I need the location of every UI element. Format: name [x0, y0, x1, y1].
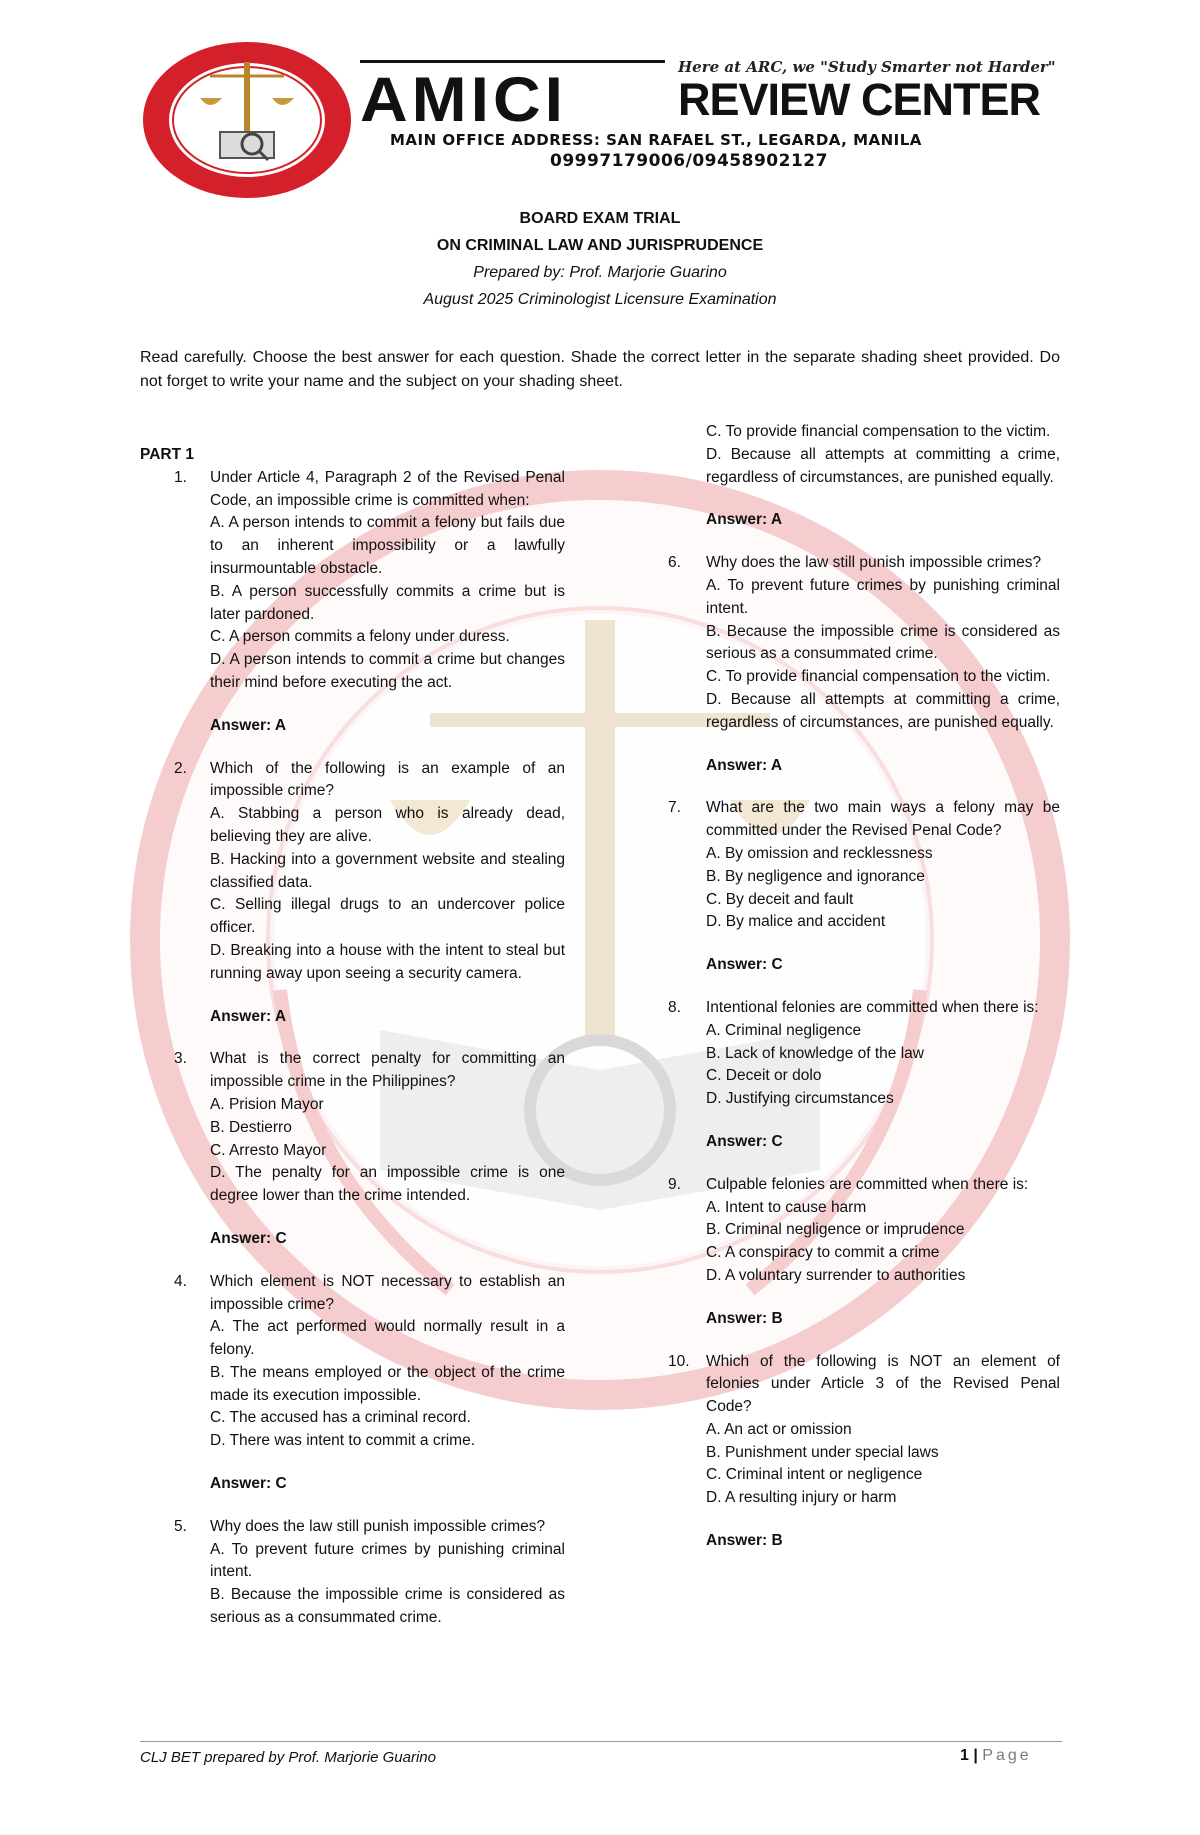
option: B. Punishment under special laws — [706, 1443, 939, 1461]
brand-name: AMICI — [360, 63, 567, 135]
option: B. Destierro — [210, 1118, 292, 1136]
question-text: Intentional felonies are committed when there is: — [706, 998, 1039, 1016]
option: A. Intent to cause harm — [706, 1198, 867, 1216]
option: C. A conspiracy to commit a crime — [706, 1244, 940, 1262]
answer: Answer: C — [706, 1132, 783, 1150]
footer-rule — [140, 1741, 1062, 1742]
page-separator: | — [973, 1747, 978, 1764]
part-title: PART 1 — [140, 446, 194, 463]
answer: Answer: C — [210, 1229, 287, 1247]
question-number: 6. — [668, 554, 681, 572]
answer: Answer: A — [706, 756, 783, 774]
option: C. To provide financial compensation to the victim. — [706, 668, 1051, 686]
option: C. Arresto Mayor — [210, 1141, 327, 1159]
brand-tagline: Here at ARC, we "Study Smarter not Harder" — [678, 58, 1056, 76]
footer-credit: CLJ BET prepared by Prof. Marjorie Guarino — [140, 1749, 436, 1766]
brand-subtitle: REVIEW CENTER — [678, 74, 1041, 125]
question-number: 4. — [174, 1272, 187, 1290]
answer: Answer: B — [706, 1532, 783, 1550]
exam-subject: ON CRIMINAL LAW AND JURISPRUDENCE — [436, 237, 764, 254]
question-1 — [140, 467, 565, 738]
question-9 — [668, 1174, 1060, 1331]
option: D. Justifying circumstances — [706, 1090, 894, 1108]
option: D. Breaking into a house with the intent to steal but running away upon seeing a security camera. — [210, 941, 565, 982]
exam-author: Prepared by: Prof. Marjorie Guarino — [473, 264, 727, 281]
answer: Answer: A — [706, 511, 783, 529]
title-block — [0, 205, 1200, 313]
question-10 — [668, 1351, 1060, 1553]
question-number: 5. — [174, 1517, 187, 1535]
option: B. Because the impossible crime is considered as serious as a consummated crime. — [210, 1586, 565, 1627]
question-text: Which of the following is an example of an impossible crime? — [210, 759, 565, 800]
brand-header — [360, 56, 1060, 176]
office-address: MAIN OFFICE ADDRESS: SAN RAFAEL ST., LEGARDA, MANILA — [390, 131, 922, 149]
question-number: 7. — [668, 799, 681, 817]
instructions: Read carefully. Choose the best answer for each question. Shade the correct letter in the separate shading sheet provided. Do not forget to write your name and the subject on your shading sheet. — [140, 349, 1060, 390]
option: B. Because the impossible crime is considered as serious as a consummated crime. — [706, 622, 1060, 663]
question-text: Why does the law still punish impossible crimes? — [706, 554, 1042, 572]
option: C. By deceit and fault — [706, 890, 854, 908]
phone-numbers: 09997179006/09458902127 — [550, 151, 828, 171]
option: B. Lack of knowledge of the law — [706, 1044, 924, 1062]
option: D. A resulting injury or harm — [706, 1489, 897, 1507]
option: A. Prision Mayor — [210, 1095, 324, 1113]
option: A. To prevent future crimes by punishing criminal intent. — [210, 1540, 565, 1581]
page-label: Page — [982, 1747, 1032, 1764]
answer: Answer: C — [706, 956, 783, 974]
option: C. The accused has a criminal record. — [210, 1409, 471, 1427]
question-6 — [668, 552, 1060, 777]
option: D. By malice and accident — [706, 913, 886, 931]
question-number: 1. — [174, 468, 187, 486]
question-number: 8. — [668, 998, 681, 1016]
question-3 — [140, 1048, 565, 1250]
option: A. To prevent future crimes by punishing criminal intent. — [706, 576, 1060, 617]
question-5-continued — [668, 421, 1060, 532]
amici-seal-logo-icon — [140, 40, 355, 200]
option: C. Deceit or dolo — [706, 1067, 822, 1085]
option: D. Because all attempts at committing a crime, regardless of circumstances, are punished equally. — [706, 445, 1060, 486]
option: D. A person intends to commit a crime but changes their mind before executing the act. — [210, 651, 565, 691]
option: D. Because all attempts at committing a crime, regardless of circumstances, are punished equally. — [706, 690, 1060, 731]
option: A. By omission and recklessness — [706, 844, 933, 862]
page-indicator — [960, 1747, 1032, 1765]
option: A. A person intends to commit a felony but fails due to an inherent impossibility or a lawfully insurmountable obstacle. — [210, 514, 565, 577]
option: D. A voluntary surrender to authorities — [706, 1266, 966, 1284]
option: B. A person successfully commits a crime but is later pardoned. — [210, 582, 565, 623]
option: A. Criminal negligence — [706, 1021, 862, 1039]
option: B. Criminal negligence or imprudence — [706, 1221, 965, 1239]
question-5 — [140, 1516, 565, 1630]
question-text: Which element is NOT necessary to establish an impossible crime? — [210, 1272, 565, 1313]
exam-date: August 2025 Criminologist Licensure Examination — [423, 291, 777, 308]
option: A. Stabbing a person who is already dead, believing they are alive. — [210, 805, 565, 845]
question-number: 2. — [174, 759, 187, 777]
option: C. Criminal intent or negligence — [706, 1466, 923, 1484]
answer: Answer: C — [210, 1475, 287, 1493]
option: C. A person commits a felony under duress. — [210, 628, 510, 646]
left-column — [140, 444, 565, 1630]
option: C. Selling illegal drugs to an undercover police officer. — [210, 896, 565, 937]
option: A. An act or omission — [706, 1420, 852, 1438]
right-column — [668, 421, 1060, 1573]
answer: Answer: A — [210, 1007, 287, 1025]
option: B. By negligence and ignorance — [706, 867, 925, 885]
question-text: What are the two main ways a felony may be committed under the Revised Penal Code? — [706, 799, 1060, 840]
page-number: 1 — [960, 1747, 969, 1764]
answer: Answer: B — [706, 1309, 783, 1327]
option: A. The act performed would normally result in a felony. — [210, 1318, 565, 1359]
question-text: Why does the law still punish impossible crimes? — [210, 1517, 546, 1535]
answer: Answer: A — [210, 716, 287, 734]
option: C. To provide financial compensation to the victim. — [706, 423, 1051, 440]
option: B. The means employed or the object of the crime made its execution impossible. — [210, 1363, 565, 1404]
question-8 — [668, 997, 1060, 1154]
option: D. The penalty for an impossible crime is one degree lower than the crime intended. — [210, 1164, 565, 1205]
question-text: Culpable felonies are committed when there is: — [706, 1175, 1029, 1193]
question-number: 10. — [668, 1352, 690, 1370]
exam-title: BOARD EXAM TRIAL — [519, 210, 681, 227]
question-7 — [668, 797, 1060, 977]
question-2 — [140, 758, 565, 1029]
question-number: 9. — [668, 1175, 681, 1193]
option: B. Hacking into a government website and stealing classified data. — [210, 850, 565, 891]
question-number: 3. — [174, 1050, 187, 1068]
question-text: What is the correct penalty for committing an impossible crime in the Philippines? — [210, 1050, 565, 1091]
option: D. There was intent to commit a crime. — [210, 1432, 476, 1450]
question-4 — [140, 1271, 565, 1496]
question-text: Under Article 4, Paragraph 2 of the Revised Penal Code, an impossible crime is committed when: — [210, 468, 565, 509]
question-text: Which of the following is NOT an element of felonies under Article 3 of the Revised Penal Code? — [706, 1352, 1060, 1416]
